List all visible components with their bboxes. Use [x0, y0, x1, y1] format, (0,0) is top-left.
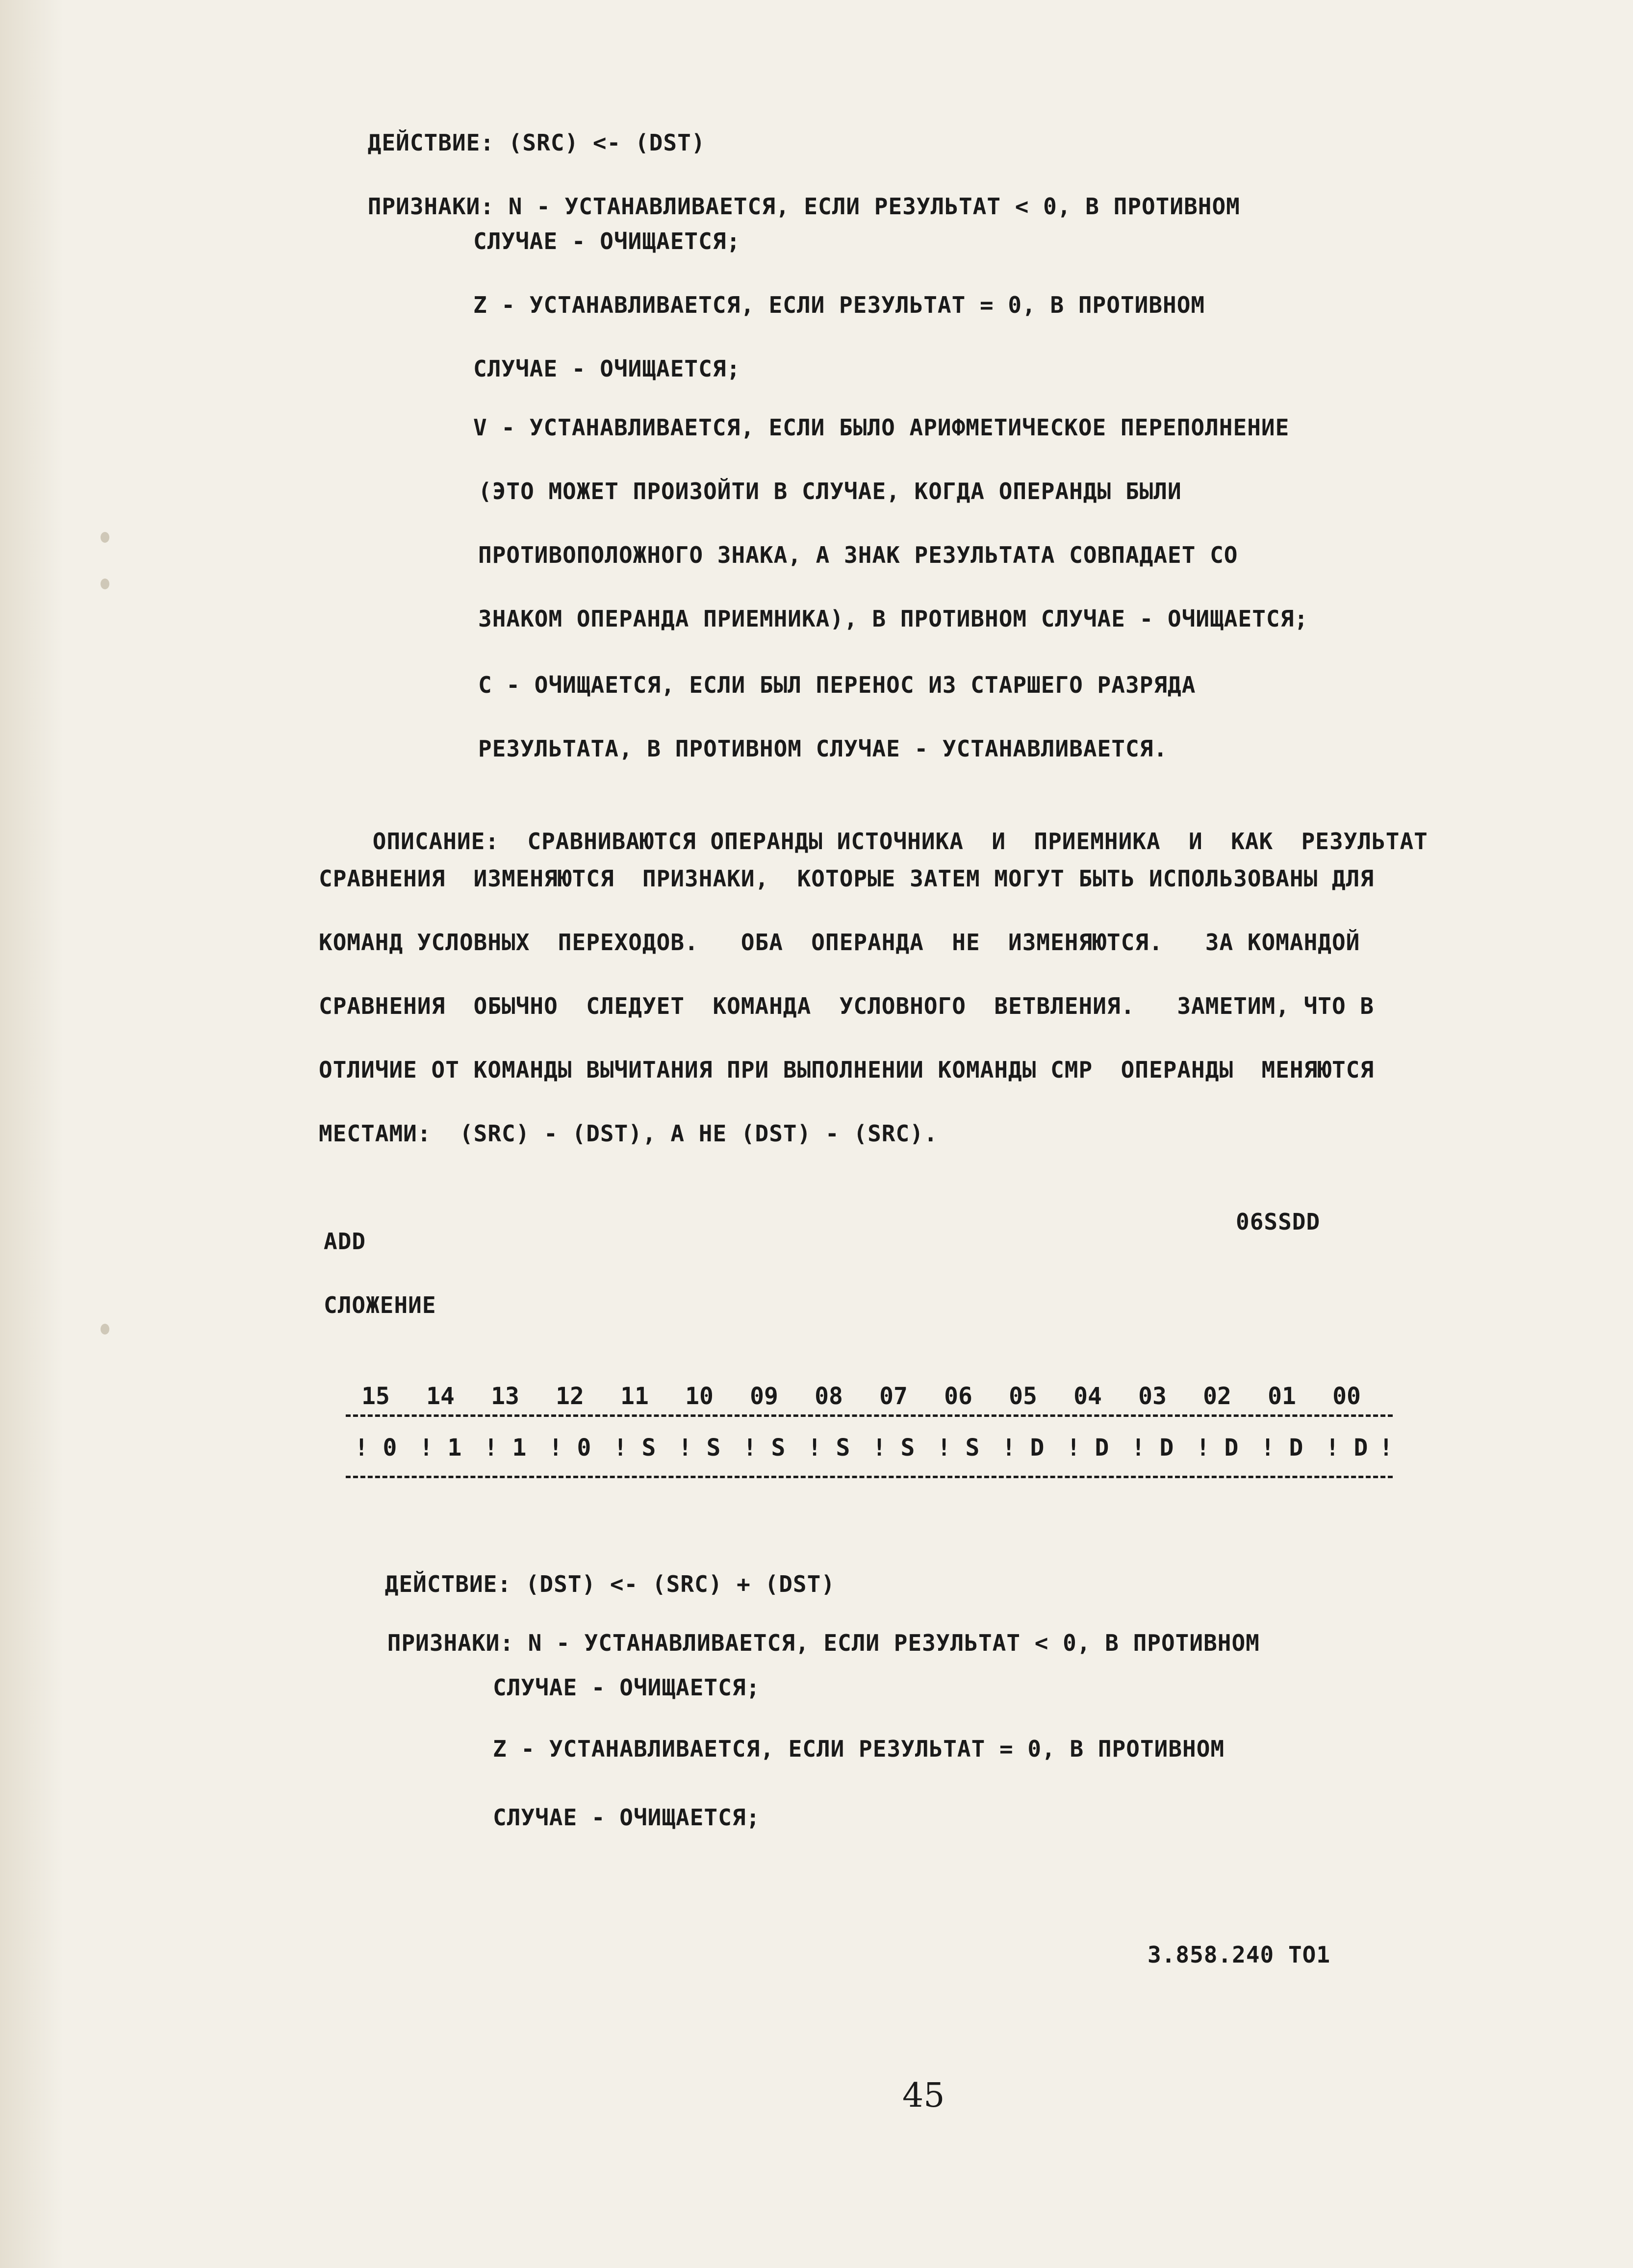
bit-number-cell: 01 — [1268, 1383, 1296, 1410]
bit-value-cell: ! D — [1066, 1434, 1109, 1462]
bit-value-cell: ! 0 — [354, 1434, 397, 1462]
document-code: 3.858.240 ТО1 — [1148, 1941, 1331, 1968]
cmp-flag-line: РЕЗУЛЬТАТА, В ПРОТИВНОМ СЛУЧАЕ - УСТАНАВЛИВАЕТСЯ. — [478, 735, 1168, 762]
cmp-flag-line: V - УСТАНАВЛИВАЕТСЯ, ЕСЛИ БЫЛО АРИФМЕТИЧЕСКОЕ ПЕРЕПОЛНЕНИЕ — [473, 414, 1290, 441]
cmp-description-text: МЕСТАМИ: (SRC) - (DST), А НЕ (DST) - (SRC). — [319, 1120, 938, 1147]
cmp-description-text: СРАВНЕНИЯ ОБЫЧНО СЛЕДУЕТ КОМАНДА УСЛОВНОГО ВЕТВЛЕНИЯ. ЗАМЕТИМ, ЧТО В — [319, 993, 1375, 1019]
bit-value-cell: ! S — [678, 1434, 721, 1462]
punch-hole — [101, 1324, 109, 1335]
bit-value-cell: ! 1 — [419, 1434, 462, 1462]
bit-number-cell: 06 — [944, 1383, 972, 1410]
add-flag-line: N - УСТАНАВЛИВАЕТСЯ, ЕСЛИ РЕЗУЛЬТАТ < 0, В ПРОТИВНОМ — [528, 1630, 1260, 1656]
bit-number-cell: 14 — [426, 1383, 455, 1410]
add-flag-line: СЛУЧАЕ - ОЧИЩАЕТСЯ; — [493, 1804, 761, 1831]
table-rule-top — [346, 1414, 1393, 1417]
bit-value-cell: ! D — [1196, 1434, 1239, 1462]
bit-number-cell: 07 — [879, 1383, 908, 1410]
bit-number-cell: 09 — [750, 1383, 778, 1410]
cmp-flag-line: Z - УСТАНАВЛИВАЕТСЯ, ЕСЛИ РЕЗУЛЬТАТ = 0, В ПРОТИВНОМ — [473, 292, 1205, 318]
bit-number-cell: 03 — [1138, 1383, 1167, 1410]
bit-value-cell: ! D — [1260, 1434, 1303, 1462]
bit-value-cell: ! S — [742, 1434, 786, 1462]
add-flag-line: СЛУЧАЕ - ОЧИЩАЕТСЯ; — [493, 1674, 761, 1701]
cmp-description-label: ОПИСАНИЕ: — [372, 828, 500, 855]
add-flags-line — [331, 1603, 1260, 1683]
add-mnemonic: ADD — [324, 1228, 366, 1255]
add-flag-line: Z - УСТАНАВЛИВАЕТСЯ, ЕСЛИ РЕЗУЛЬТАТ = 0, В ПРОТИВНОМ — [493, 1736, 1225, 1762]
cmp-flag-line: ПРОТИВОПОЛОЖНОГО ЗНАКА, А ЗНАК РЕЗУЛЬТАТА СОВПАДАЕТ СО — [478, 542, 1238, 568]
bit-number-cell: 12 — [556, 1383, 584, 1410]
bit-value-cell: ! D — [1131, 1434, 1174, 1462]
cmp-flag-line: C - ОЧИЩАЕТСЯ, ЕСЛИ БЫЛ ПЕРЕНОС ИЗ СТАРШЕГО РАЗРЯДА — [478, 672, 1196, 698]
add-action-label: ДЕЙСТВИЕ: — [384, 1571, 512, 1597]
page-number: 45 — [902, 2076, 945, 2115]
bit-number-cell: 04 — [1073, 1383, 1102, 1410]
add-opcode: 06SSDD — [1236, 1209, 1321, 1235]
bit-number-row — [343, 1383, 1379, 1410]
cmp-flag-line: СЛУЧАЕ - ОЧИЩАЕТСЯ; — [473, 228, 741, 254]
bit-value-cell: ! D — [1325, 1434, 1368, 1462]
bit-number-cell: 11 — [620, 1383, 649, 1410]
bit-number-cell: 05 — [1009, 1383, 1037, 1410]
add-name: СЛОЖЕНИЕ — [324, 1292, 436, 1318]
table-rule-bottom — [346, 1476, 1393, 1478]
bit-value-cell: ! S — [807, 1434, 850, 1462]
bit-number-cell: 08 — [815, 1383, 843, 1410]
cmp-action-label: ДЕЙСТВИЕ: — [367, 129, 495, 156]
cmp-flags-label: ПРИЗНАКИ: — [367, 193, 495, 220]
cmp-flags-line — [311, 167, 1240, 246]
cmp-flag-line: СЛУЧАЕ - ОЧИЩАЕТСЯ; — [473, 355, 741, 382]
cmp-description-text: СРАВНЕНИЯ ИЗМЕНЯЮТСЯ ПРИЗНАКИ, КОТОРЫЕ ЗАТЕМ МОГУТ БЫТЬ ИСПОЛЬЗОВАНЫ ДЛЯ — [319, 865, 1375, 892]
cmp-description-text: СРАВНИВАЮТСЯ ОПЕРАНДЫ ИСТОЧНИКА И ПРИЕМНИКА И КАК РЕЗУЛЬТАТ — [527, 828, 1428, 855]
punch-hole — [101, 532, 109, 543]
bit-value-row — [343, 1434, 1393, 1462]
bit-value-cell: ! S — [937, 1434, 980, 1462]
bit-number-cell: 02 — [1203, 1383, 1231, 1410]
bit-row-end: ! — [1379, 1434, 1393, 1462]
add-action-text: (DST) <- (SRC) + (DST) — [525, 1571, 836, 1597]
add-flags-label: ПРИЗНАКИ: — [387, 1630, 514, 1656]
bit-value-cell: ! S — [872, 1434, 915, 1462]
bit-value-cell: ! D — [1001, 1434, 1045, 1462]
punch-hole — [101, 579, 109, 589]
cmp-flag-line: N - УСТАНАВЛИВАЕТСЯ, ЕСЛИ РЕЗУЛЬТАТ < 0, В ПРОТИВНОМ — [508, 193, 1240, 220]
bit-value-cell: ! 1 — [484, 1434, 527, 1462]
cmp-action-text: (SRC) <- (DST) — [508, 129, 706, 156]
cmp-flag-line: (ЭТО МОЖЕТ ПРОИЗОЙТИ В СЛУЧАЕ, КОГДА ОПЕРАНДЫ БЫЛИ — [478, 478, 1182, 504]
cmp-description-text: КОМАНД УСЛОВНЫХ ПЕРЕХОДОВ. ОБА ОПЕРАНДА НЕ ИЗМЕНЯЮТСЯ. ЗА КОМАНДОЙ — [319, 929, 1360, 956]
bit-number-cell: 15 — [361, 1383, 390, 1410]
cmp-flag-line: ЗНАКОМ ОПЕРАНДА ПРИЕМНИКА), В ПРОТИВНОМ СЛУЧАЕ - ОЧИЩАЕТСЯ; — [478, 605, 1308, 632]
bit-number-cell: 00 — [1332, 1383, 1361, 1410]
bit-number-cell: 10 — [685, 1383, 714, 1410]
bit-value-cell: ! 0 — [548, 1434, 591, 1462]
bit-value-cell: ! S — [613, 1434, 656, 1462]
cmp-description-text: ОТЛИЧИЕ ОТ КОМАНДЫ ВЫЧИТАНИЯ ПРИ ВЫПОЛНЕНИИ КОМАНДЫ CMP ОПЕРАНДЫ МЕНЯЮТСЯ — [319, 1057, 1375, 1083]
bit-number-cell: 13 — [491, 1383, 519, 1410]
